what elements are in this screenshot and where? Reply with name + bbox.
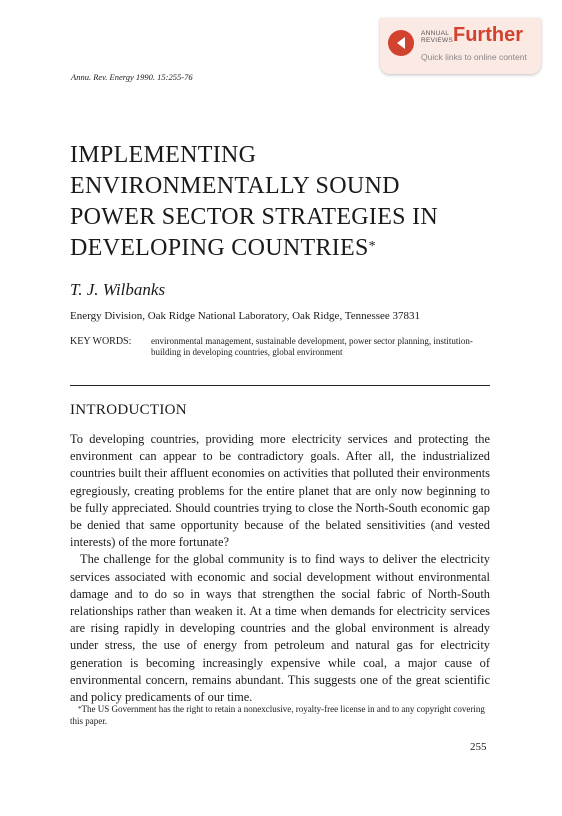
footnote [70, 703, 490, 727]
keywords-text: environmental management, sustainable development, power sector planning, institution-building in developing countries, global environment [151, 336, 473, 357]
back-arrow-icon[interactable] [388, 30, 414, 56]
body-paragraph-1: To developing countries, providing more electricity services and protecting the environment can appear to be contradictory goals. After all, the industrialized countries built their affluent economies on activities that polluted their environments egregiously, creating problems for the entire planet that are only now beginning to be fully appreciated. Should countries trying to close the North-South economic gap be denied that same opportunity because of the belated sensitivities (and vested interests) of the more fortunate? [70, 432, 490, 550]
page-number: 255 [470, 741, 487, 753]
annual-reviews-logo [421, 30, 453, 44]
badge-subtitle: Quick links to online content [421, 52, 527, 62]
article-title [70, 140, 510, 264]
body-paragraph-2: The challenge for the global community is to find ways to deliver the electricity services associated with economic and social development without environmental damage and to do so in ways that strengthen the social fabric of North-South relationships rather than weaken it. At a time when demands for electricity services are rising rapidly in developing countries and the global environment is already under stress, the use of energy from petroleum and natural gas for electricity generation is becoming increasingly expensive while coal, a major cause of environmental concern, remains abundant. This suggests one of the great scientific and policy predicaments of our time. [70, 552, 490, 705]
badge-annual-text: ANNUAL [421, 30, 450, 37]
title-line-4: DEVELOPING COUNTRIES [70, 235, 369, 261]
title-footnote-mark[interactable]: * [368, 239, 376, 254]
title-line-1: IMPLEMENTING [70, 142, 257, 168]
badge-reviews-text: REVIEWS [421, 37, 454, 44]
annual-reviews-further-badge[interactable] [380, 18, 541, 74]
section-divider [70, 385, 490, 386]
section-heading: INTRODUCTION [70, 402, 187, 418]
badge-further-label: Further [453, 24, 523, 46]
author-name: T. J. Wilbanks [70, 280, 166, 299]
journal-reference: Annu. Rev. Energy 1990. 15:255-76 [71, 72, 193, 82]
title-line-2: ENVIRONMENTALLY SOUND [70, 173, 400, 199]
footnote-text: The US Government has the right to retain a nonexclusive, royalty-free license in and to any copyright covering this paper. [70, 704, 485, 726]
footnote-mark: * [78, 705, 82, 713]
author-affiliation: Energy Division, Oak Ridge National Laboratory, Oak Ridge, Tennessee 37831 [70, 310, 421, 322]
keywords-label: KEY WORDS: [70, 336, 132, 347]
article-body [70, 431, 490, 706]
title-line-3: POWER SECTOR STRATEGIES IN [70, 204, 439, 230]
